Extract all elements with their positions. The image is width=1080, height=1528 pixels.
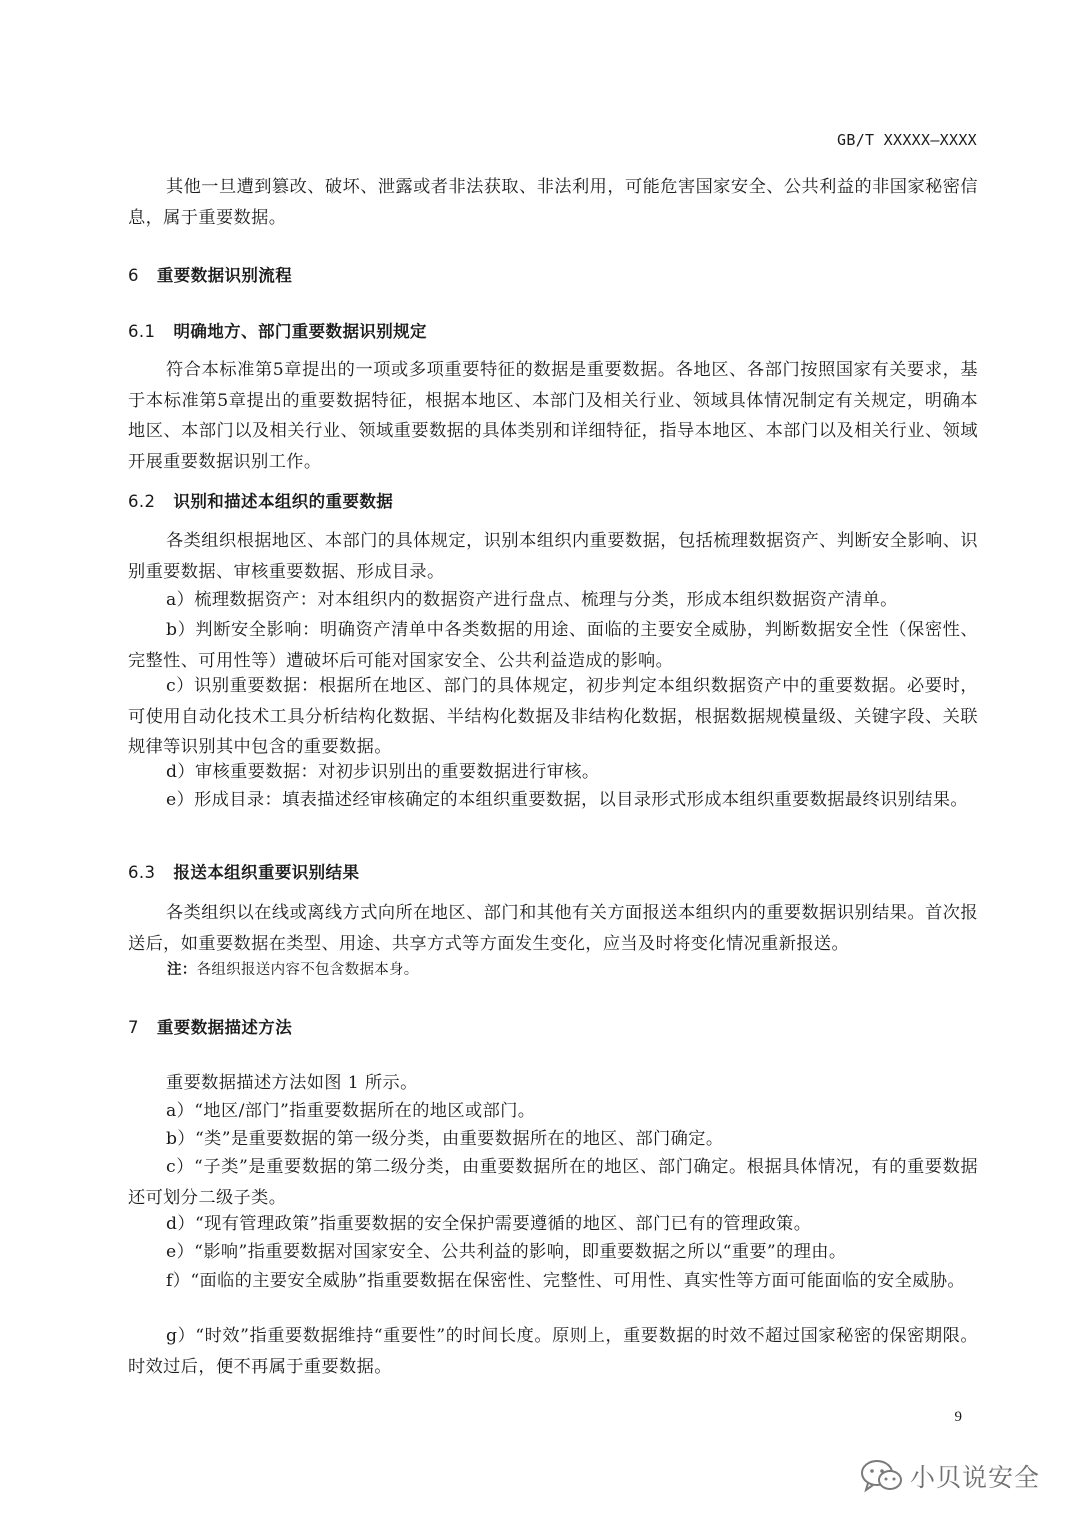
list-item: a）“地区/部门”指重要数据所在的地区或部门。 — [166, 1101, 536, 1121]
list-item: e）形成目录：填表描述经审核确定的本组织重要数据，以目录形式形成本组织重要数据最终识别结果。 — [166, 790, 969, 810]
section-number: 7 — [128, 1018, 139, 1037]
standard-code: GB/T XXXXX—XXXX — [837, 131, 977, 149]
section-7-paragraph: 重要数据描述方法如图 1 所示。 — [166, 1073, 418, 1093]
watermark — [860, 1456, 1060, 1496]
section-title: 重要数据识别流程 — [156, 266, 293, 285]
note-label: 注： — [167, 962, 197, 978]
note — [167, 958, 419, 979]
section-6-3-heading — [128, 859, 359, 883]
list-item: b）判断安全影响：明确资产清单中各类数据的用途、面临的主要安全威胁，判断数据安全性（保密性、完整性、可用性等）遭破坏后可能对国家安全、公共利益造成的影响。 — [128, 620, 978, 671]
watermark-text: 小贝说安全 — [910, 1463, 1041, 1492]
section-number: 6 — [128, 266, 139, 285]
note-text: 各组织报送内容不包含数据本身。 — [196, 962, 419, 978]
list-item: g）“时效”指重要数据维持“重要性”的时间长度。原则上，重要数据的时效不超过国家秘密的保密期限。时效过后，便不再属于重要数据。 — [128, 1326, 978, 1377]
section-title: 重要数据描述方法 — [156, 1018, 293, 1037]
list-item: e）“影响”指重要数据对国家安全、公共利益的影响，即重要数据之所以“重要”的理由。 — [166, 1242, 847, 1262]
section-title: 报送本组织重要识别结果 — [173, 863, 360, 882]
section-6-2-heading — [128, 488, 393, 512]
intro-paragraph: 其他一旦遭到篡改、破坏、泄露或者非法获取、非法利用，可能危害国家安全、公共利益的非国家秘密信息，属于重要数据。 — [128, 177, 978, 228]
list-item: d）“现有管理政策”指重要数据的安全保护需要遵循的地区、部门已有的管理政策。 — [166, 1214, 812, 1234]
section-number: 6.2 — [128, 492, 156, 511]
section-6-2-paragraph: 各类组织根据地区、本部门的具体规定，识别本组织内重要数据，包括梳理数据资产、判断安全影响、识别重要数据、审核重要数据、形成目录。 — [128, 531, 978, 582]
section-number: 6.1 — [128, 322, 156, 341]
page-number: 9 — [954, 1409, 962, 1425]
list-item: a）梳理数据资产：对本组织内的数据资产进行盘点、梳理与分类，形成本组织数据资产清单。 — [166, 590, 898, 610]
list-item: b）“类”是重要数据的第一级分类，由重要数据所在的地区、部门确定。 — [166, 1129, 724, 1149]
list-item: d）审核重要数据：对初步识别出的重要数据进行审核。 — [166, 762, 600, 782]
section-6-1-heading — [128, 318, 427, 342]
section-7-heading — [128, 1014, 292, 1038]
section-number: 6.3 — [128, 863, 156, 882]
section-title: 明确地方、部门重要数据识别规定 — [173, 322, 427, 341]
list-item: c）识别重要数据：根据所在地区、部门的具体规定，初步判定本组织数据资产中的重要数据。必要时，可使用自动化技术工具分析结构化数据、半结构化数据及非结构化数据，根据数据规模量级、关键字段、关联规律等识别其中包含的重要数据。 — [128, 676, 978, 757]
list-item: c）“子类”是重要数据的第二级分类，由重要数据所在的地区、部门确定。根据具体情况，有的重要数据还可划分二级子类。 — [128, 1157, 978, 1208]
section-6-1-paragraph: 符合本标准第5章提出的一项或多项重要特征的数据是重要数据。各地区、各部门按照国家有关要求，基于本标准第5章提出的重要数据特征，根据本地区、本部门及相关行业、领域具体情况制定有关规定，明确本地区、本部门以及相关行业、领域重要数据的具体类别和详细特征，指导本地区、本部门以及相关行业、领域开展重要数据识别工作。 — [128, 360, 978, 472]
wechat-icon — [860, 1459, 904, 1493]
section-6-3-paragraph: 各类组织以在线或离线方式向所在地区、部门和其他有关方面报送本组织内的重要数据识别结果。首次报送后，如重要数据在类型、用途、共享方式等方面发生变化，应当及时将变化情况重新报送。 — [128, 903, 978, 954]
list-item: f）“面临的主要安全威胁”指重要数据在保密性、完整性、可用性、真实性等方面可能面临的安全威胁。 — [166, 1271, 965, 1291]
section-title: 识别和描述本组织的重要数据 — [173, 492, 394, 511]
section-6-heading — [128, 262, 292, 286]
